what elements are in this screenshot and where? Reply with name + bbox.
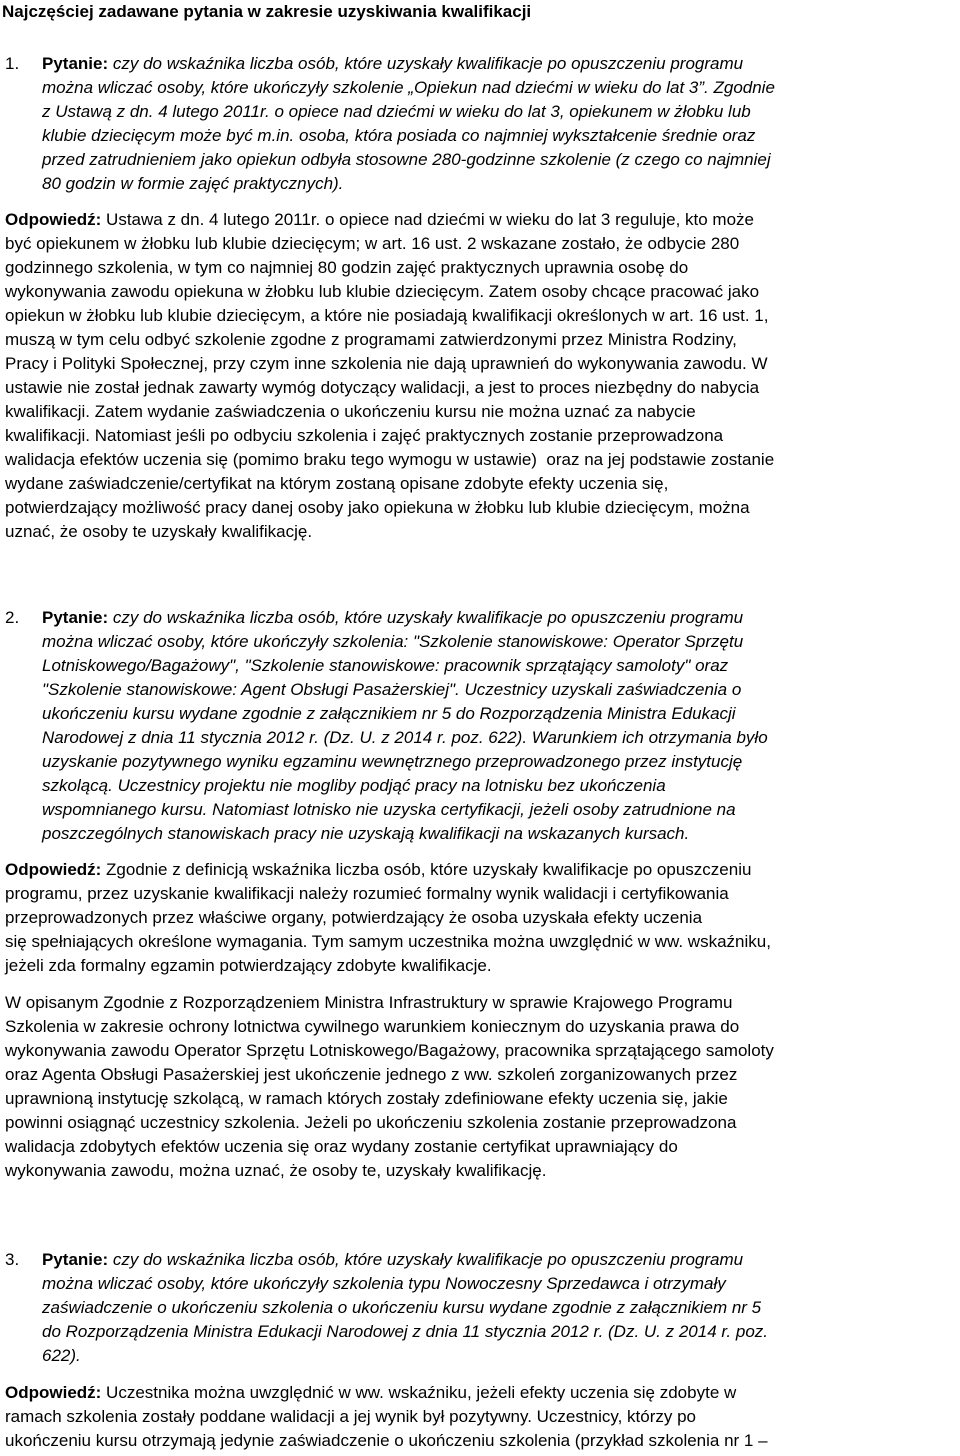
answer-text-line: wydane zaświadczenie/certyfikat na którym zostaną opisane zdobyte efekty uczenia się, (5, 474, 669, 493)
answer-text-line: przeprowadzonych przez właściwe organy, potwierdzający że osoba uzyskała efekty uczenia (5, 908, 703, 927)
question-number: 1. (5, 54, 20, 73)
paragraph-line: Szkolenia w zakresie ochrony lotnictwa cywilnego warunkiem koniecznym do uzyskania prawa do (5, 1017, 740, 1036)
question-number: 2. (5, 608, 20, 627)
question-text-line: można wliczać osoby, które ukończyły szkolenia: "Szkolenie stanowiskowe: Operator Sprzętu (42, 632, 744, 651)
page-title: Najczęściej zadawane pytania w zakresie uzyskiwania kwalifikacji (2, 2, 532, 21)
question-number: 3. (5, 1250, 20, 1269)
answer-text-line: jeżeli zda formalny egzamin potwierdzający zdobyte kwalifikacje. (5, 956, 492, 975)
answer-text-line: być opiekunem w żłobku lub klubie dziecięcym; w art. 16 ust. 2 wskazane zostało, że odbycie 280 (5, 234, 740, 253)
question-text-line: klubie dziecięcym może być m.in. osoba, która posiada co najmniej wykształcenie średnie oraz (42, 126, 756, 145)
answer-text-line: Odpowiedź: Uczestnika można uwzględnić w ww. wskaźniku, jeżeli efekty uczenia się zdobyte w (5, 1383, 737, 1402)
paragraph-line: oraz Agenta Obsługi Pasażerskiej jest ukończenie jednego z ww. szkoleń zorganizowanych przez (5, 1065, 738, 1084)
question-text-line: 622). (42, 1346, 81, 1365)
answer-text-line: kwalifikacji. Zatem wydanie zaświadczenia o ukończeniu kursu nie można uznać za nabycie (5, 402, 696, 421)
question-text-line: wspomnianego kursu. Natomiast lotnisko nie uzyska certyfikacji, jeżeli osoby zatrudnione na (42, 800, 736, 819)
answer-text-line: kwalifikacji. Natomiast jeśli po odbyciu szkolenia i zajęć praktycznych zostanie przeprowadzona (5, 426, 724, 445)
paragraph-line: W opisanym Zgodnie z Rozporządzeniem Ministra Infrastruktury w sprawie Krajowego Programu (5, 993, 733, 1012)
answer-text-line: się spełniających określone wymagania. Tym samym uczestnika można uwzględnić w ww. wskaźniku, (5, 932, 771, 951)
answer-text-line: potwierdzający możliwość pracy danej osoby jako opiekuna w żłobku lub klubie dziecięcym, można (5, 498, 750, 517)
paragraph-line: wykonywania zawodu Operator Sprzętu Lotniskowego/Bagażowy, pracownika sprzątającego samoloty (5, 1041, 774, 1060)
question-text-line: Lotniskowego/Bagażowy", "Szkolenie stanowiskowe: pracownik sprzątający samoloty" oraz (42, 656, 729, 675)
answer-text-line: godzinnego szkolenia, w tym co najmniej 80 godzin zajęć praktycznych uprawnia osobę do (5, 258, 689, 277)
answer-text-line: Odpowiedź: Ustawa z dn. 4 lutego 2011r. o opiece nad dziećmi w wieku do lat 3 reguluje, kto może (5, 210, 754, 229)
answer-text-line: walidacja efektów uczenia się (pomimo braku tego wymogu w ustawie) oraz na jej podstawie zostanie (5, 450, 775, 469)
question-text-line: z Ustawą z dn. 4 lutego 2011r. o opiece nad dziećmi w wieku do lat 3, opiekunem w żłobku lub (42, 102, 751, 121)
question-text-line: można wliczać osoby, które ukończyły szkolenia typu Nowoczesny Sprzedawca i otrzymały (42, 1274, 726, 1293)
answer-text-line: ramach szkolenia zostały poddane walidacji a jej wynik był pozytywny. Uczestnicy, którzy po (5, 1407, 696, 1426)
question-text-line: 80 godzin w formie zajęć praktycznych). (42, 174, 344, 193)
answer-text-line: ukończeniu kursu otrzymają jedynie zaświadczenie o ukończeniu szkolenia (przykład szkolenia nr 1 – (5, 1431, 768, 1450)
paragraph-line: wykonywania zawodu, można uznać, że osoby te, uzyskały kwalifikację. (5, 1161, 547, 1180)
paragraph-line: walidacja zdobytych efektów uczenia się oraz wydany zostanie certyfikat uprawniający do (5, 1137, 678, 1156)
answer-text-line: ustawie nie został jednak zawarty wymóg dotyczący walidacji, a jest to proces niezbędny do nabycia (5, 378, 760, 397)
question-text-line: Narodowej z dnia 11 stycznia 2012 r. (Dz. U. z 2014 r. poz. 622). Warunkiem ich otrzymania było (42, 728, 768, 747)
question-text-line: uzyskanie pozytywnego wyniku egzaminu wewnętrznego przeprowadzonego przez instytucję (42, 752, 743, 771)
answer-text-line: muszą w tym celu odbyć szkolenie zgodne z programami zatwierdzonymi przez Ministra Rodziny, (5, 330, 737, 349)
paragraph-line: uprawnioną instytucję szkolącą, w ramach których zostały zdefiniowane efekty uczenia się, jakie (5, 1089, 728, 1108)
answer-text-line: Pracy i Polityki Społecznej, przy czym inne szkolenia nie dają uprawnień do wykonywania zawodu. W (5, 354, 768, 373)
question-text-line: Pytanie: czy do wskaźnika liczba osób, które uzyskały kwalifikacje po opuszczeniu programu (42, 608, 744, 627)
question-text-line: szkolącą. Uczestnicy projektu nie mogliby podjąć pracy na lotnisku bez ukończenia (42, 776, 666, 795)
question-text-line: zaświadczenie o ukończeniu szkolenia o ukończeniu kursu wydane zgodnie z załącznikiem nr 5 (42, 1298, 762, 1317)
answer-text-line: opiekun w żłobku lub klubie dziecięcym, a które nie posiadają kwalifikacji określonych w art. 16 ust. 1, (5, 306, 769, 325)
question-text-line: ukończeniu kursu wydane zgodnie z załącznikiem nr 5 do Rozporządzenia Ministra Edukacji (42, 704, 736, 723)
answer-text-line: uznać, że osoby te uzyskały kwalifikację. (5, 522, 313, 541)
question-text-line: można wliczać osoby, które ukończyły szkolenie „Opiekun nad dziećmi w wieku do lat 3”. Zgodnie (42, 78, 775, 97)
question-text-line: przed zatrudnieniem jako opiekun odbyła stosowne 280-godzinne szkolenie (z czego co najmniej (42, 150, 771, 169)
answer-text-line: programu, przez uzyskanie kwalifikacji należy rozumieć formalny wynik walidacji i certyfikowania (5, 884, 729, 903)
question-text-line: do Rozporządzenia Ministra Edukacji Narodowej z dnia 11 stycznia 2012 r. (Dz. U. z 2014 r. poz. (42, 1322, 768, 1341)
question-text-line: poszczególnych stanowiskach pracy nie uzyskają kwalifikacji na wskazanych kursach. (42, 824, 690, 843)
answer-text-line: Odpowiedź: Zgodnie z definicją wskaźnika liczba osób, które uzyskały kwalifikacje po opuszczeniu (5, 860, 752, 879)
question-text-line: Pytanie: czy do wskaźnika liczba osób, które uzyskały kwalifikacje po opuszczeniu programu (42, 54, 744, 73)
paragraph-line: powinni osiągnąć uczestnicy szkolenia. Jeżeli po ukończeniu szkolenia zostanie przeprowadzona (5, 1113, 737, 1132)
answer-text-line: wykonywania zawodu opiekuna w żłobku lub klubie dziecięcym. Zatem osoby chcące pracować jako (5, 282, 760, 301)
question-text-line: "Szkolenie stanowiskowe: Agent Obsługi Pasażerskiej". Uczestnicy uzyskali zaświadczenia o (42, 680, 742, 699)
question-text-line: Pytanie: czy do wskaźnika liczba osób, które uzyskały kwalifikacje po opuszczeniu programu (42, 1250, 744, 1269)
